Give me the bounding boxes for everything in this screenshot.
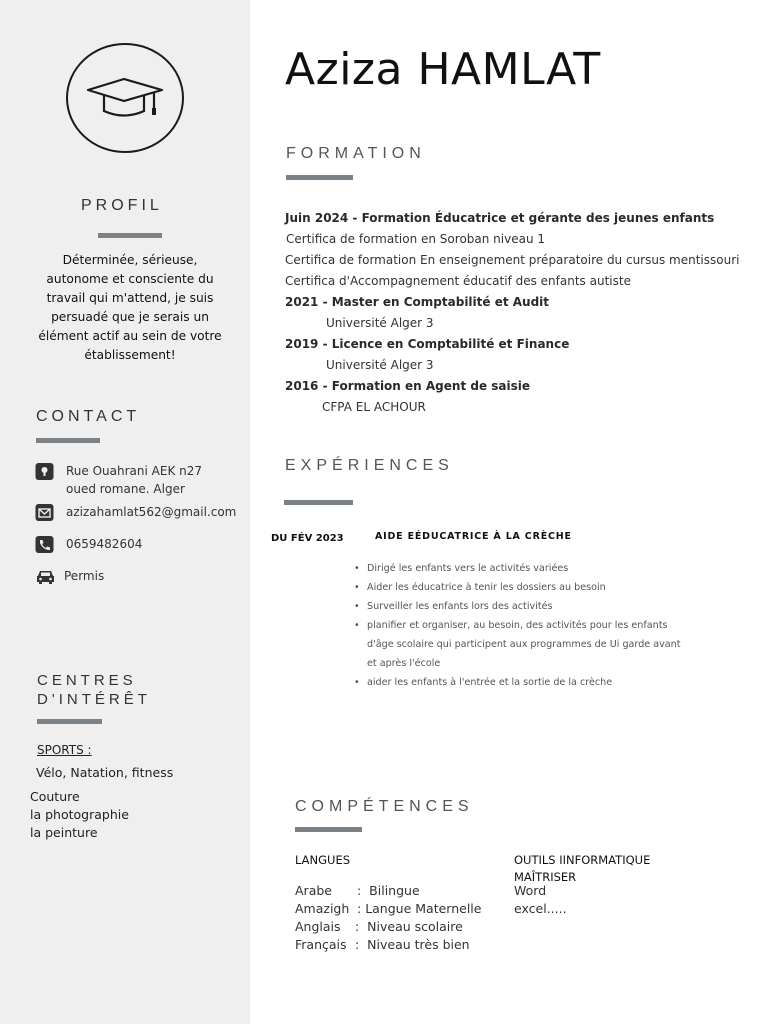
logo-badge: [66, 43, 184, 153]
competences-divider: [295, 827, 362, 832]
address-line: Rue Ouahrani AEK n27: [66, 464, 203, 478]
interest-item: la peinture: [30, 825, 98, 840]
profil-divider: [98, 233, 162, 238]
interests-heading-line2: D'INTÉRÊT: [37, 691, 151, 708]
formation-line: 2016 - Formation en Agent de saisie: [285, 379, 531, 393]
license-text: Permis: [64, 569, 105, 583]
envelope-icon: [35, 504, 54, 521]
language-name: Français: [295, 937, 347, 952]
formation-line: Certifica d'Accompagnement éducatif des enfants autiste: [285, 274, 631, 288]
experience-title: AIDE EÉDUCATRICE À LA CRÈCHE: [375, 531, 572, 542]
tool-item: excel.....: [514, 901, 567, 916]
contact-divider: [36, 438, 100, 443]
contact-phone: [35, 535, 142, 553]
formation-line: Certifica de formation En enseignement préparatoire du cursus mentissouri: [285, 253, 740, 267]
location-pin-icon: [35, 463, 54, 480]
formation-line: 2021 - Master en Comptabilité et Audit: [285, 295, 550, 309]
profil-line: établissement!: [84, 348, 176, 362]
address-line: oued romane. Alger: [66, 482, 185, 496]
language-level: Niveau très bien: [367, 937, 470, 952]
car-icon: [35, 568, 56, 585]
experiences-heading: EXPÉRIENCES: [285, 457, 454, 474]
language-row: Arabe : Bilingue: [295, 883, 420, 898]
list-item: • planifier et organiser, au besoin, des activités pour les enfants: [354, 616, 724, 635]
formation-line: Université Alger 3: [326, 316, 434, 330]
list-item: d'âge scolaire qui participent aux programmes de Ui garde avant: [367, 639, 681, 650]
formation-line: Université Alger 3: [326, 358, 434, 372]
list-item: aider les enfants à l'entrée et la sortie de la crèche: [367, 677, 613, 688]
interest-item: Couture: [30, 789, 80, 804]
profil-line: autonome et consciente du: [46, 272, 214, 286]
formation-heading: FORMATION: [286, 145, 426, 162]
formation-line: CFPA EL ACHOUR: [322, 400, 426, 414]
formation-divider: [286, 175, 353, 180]
outils-label-line1: OUTILS IINFORMATIQUE: [514, 853, 651, 867]
competences-heading: COMPÉTENCES: [295, 798, 474, 815]
language-level: Niveau scolaire: [367, 919, 463, 934]
sports-label: SPORTS :: [37, 743, 92, 757]
list-item: et après l'école: [367, 658, 441, 669]
graduation-cap-icon: [84, 71, 168, 123]
interests-divider: [37, 719, 102, 724]
profil-line: travail qui m'attend, je suis: [46, 291, 214, 305]
candidate-name: Aziza HAMLAT: [285, 44, 601, 95]
profil-line: Déterminée, sérieuse,: [62, 253, 198, 267]
language-name: Amazigh: [295, 901, 350, 916]
sidebar: [0, 0, 250, 1024]
language-level: Langue Maternelle: [365, 901, 482, 916]
experiences-divider: [284, 500, 353, 505]
language-name: Anglais: [295, 919, 341, 934]
profil-line: persuadé que je serais un: [51, 310, 209, 324]
language-row: Anglais : Niveau scolaire: [295, 919, 463, 934]
contact-email: [35, 503, 236, 521]
language-level: Bilingue: [369, 883, 420, 898]
tool-item: Word: [514, 883, 547, 898]
outils-label-line2: MAÎTRISER: [514, 870, 577, 884]
langues-label: LANGUES: [295, 853, 351, 867]
contact-address: [35, 462, 202, 498]
interests-heading-line1: CENTRES: [37, 672, 137, 689]
phone-number: 0659482604: [66, 537, 143, 551]
sports-list: Vélo, Natation, fitness: [36, 765, 174, 780]
contact-license: [35, 567, 104, 585]
experience-date: DU FÉV 2023: [271, 533, 344, 544]
email-link[interactable]: azizahamlat562@gmail.com: [66, 505, 237, 519]
formation-line: Juin 2024 - Formation Éducatrice et gérante des jeunes enfants: [285, 211, 715, 225]
list-item: • Surveiller les enfants lors des activités: [354, 597, 724, 616]
profil-heading: PROFIL: [81, 197, 163, 214]
list-item: • Dirigé les enfants vers le activités variées: [354, 559, 724, 578]
formation-line: 2019 - Licence en Comptabilité et Finance: [285, 337, 570, 351]
contact-heading: CONTACT: [36, 408, 141, 425]
profil-text: [30, 251, 230, 365]
language-row: Amazigh : Langue Maternelle: [295, 901, 482, 916]
list-item: • Aider les éducatrice à tenir les dossiers au besoin: [354, 578, 724, 597]
language-row: Français : Niveau très bien: [295, 937, 470, 952]
language-name: Arabe: [295, 883, 332, 898]
phone-icon: [35, 536, 54, 553]
formation-line: Certifica de formation en Soroban niveau 1: [286, 232, 546, 246]
interest-item: la photographie: [30, 807, 129, 822]
experience-tasks: [354, 559, 724, 692]
profil-line: élément actif au sein de votre: [38, 329, 222, 343]
